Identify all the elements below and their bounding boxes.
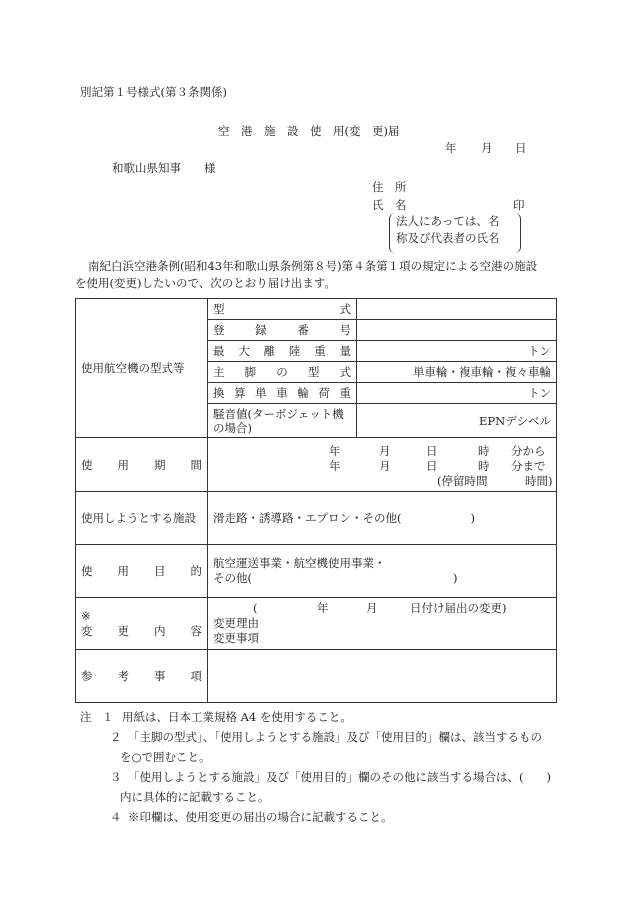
gear-options: 単車輪・複車輪・複々車輪 bbox=[413, 365, 551, 379]
gear-value[interactable] bbox=[357, 362, 557, 383]
period-value[interactable] bbox=[208, 438, 557, 492]
corp-note-line-1: 法人にあっては、名 bbox=[396, 214, 500, 228]
purpose-line-1: 航空運送事業・航空機使用事業・ bbox=[213, 556, 386, 570]
gear-label: 主 脚 の 型 式 bbox=[208, 362, 357, 383]
period-to-year: 年 bbox=[329, 459, 341, 473]
purpose-label: 使 用 目 的 bbox=[76, 545, 208, 598]
period-to-hour: 時 bbox=[478, 459, 490, 473]
period-to-suffix: 分まで bbox=[511, 459, 546, 473]
period-from-day: 日 bbox=[426, 444, 438, 458]
noise-unit: EPNデシベル bbox=[479, 413, 551, 428]
remarks-label: 参 考 事 項 bbox=[76, 650, 208, 703]
note-3-cont: 内に具体的に記載すること。 bbox=[120, 790, 270, 804]
eswl-value[interactable] bbox=[357, 383, 557, 404]
addressee: 和歌山県知事 様 bbox=[112, 161, 216, 175]
mtow-unit: トン bbox=[528, 344, 551, 358]
registration-value[interactable] bbox=[357, 320, 557, 341]
purpose-line-2: その他( bbox=[213, 571, 252, 585]
date-day: 日 bbox=[515, 141, 527, 155]
date-year: 年 bbox=[445, 141, 457, 155]
application-table bbox=[75, 298, 557, 703]
date-month: 月 bbox=[481, 141, 493, 155]
change-rest: 日付け届出の変更) bbox=[410, 601, 507, 615]
intro-line-1: 南紀白浜空港条例(昭和43年和歌山県条例第８号)第４条第１項の規定による空港の施設 bbox=[88, 259, 538, 273]
address-label: 住 所 bbox=[372, 180, 407, 194]
remarks-value[interactable] bbox=[208, 650, 557, 703]
eswl-unit: トン bbox=[528, 386, 551, 400]
change-reason: 変更理由 bbox=[213, 616, 259, 630]
aircraft-section-label: 使用航空機の型式等 bbox=[76, 299, 208, 438]
change-label: ※ 変 更 内 容 bbox=[76, 598, 208, 650]
type-label: 型 式 bbox=[208, 299, 357, 320]
mtow-label: 最 大 離 陸 重 量 bbox=[208, 341, 357, 362]
period-to-day: 日 bbox=[426, 459, 438, 473]
purpose-value[interactable] bbox=[208, 545, 557, 598]
note-4: ※印欄は、使用変更の届出の場合に記載すること。 bbox=[128, 810, 393, 824]
note-1: 用紙は、日本工業規格 A4 を使用すること。 bbox=[122, 710, 352, 724]
change-year: 年 bbox=[317, 601, 329, 615]
seal-mark: 印 bbox=[513, 198, 525, 212]
corp-note-line-2: 称及び代表者の氏名 bbox=[396, 231, 500, 245]
period-label: 使 用 期 間 bbox=[76, 438, 208, 492]
intro-line-2: を使用(変更)したいので、次のとおり届け出ます。 bbox=[75, 276, 336, 290]
notes-head: 注 bbox=[80, 710, 92, 724]
name-label: 氏 名 bbox=[372, 198, 407, 212]
change-items: 変更事項 bbox=[213, 631, 259, 645]
notes: 注 １ 用紙は、日本工業規格 A4 を使用すること。 ２ 「主脚の型式」、「使用しようとする施設」及び「使用目的」欄は、該当するもの を○で囲むこと。 ３ 「使用しようとする施設」及び「使用目的」欄のその他に該当する場合は、( ) 内に具体的に記載すること。 ４ ※印欄は、使用変更の届出の場合に記載すること。 bbox=[80, 707, 560, 827]
stay-open: (停留時間 bbox=[437, 474, 488, 488]
note-2-cont: を○で囲むこと。 bbox=[120, 750, 211, 764]
facility-options: 滑走路・誘導路・エプロン・その他( ) bbox=[213, 511, 475, 525]
period-from-hour: 時 bbox=[478, 444, 490, 458]
eswl-label: 換 算 単 車 輪 荷 重 bbox=[208, 383, 357, 404]
facility-label: 使用しようとする施設 bbox=[76, 492, 208, 545]
change-month: 月 bbox=[366, 601, 378, 615]
form-id: 別記第１号様式(第３条関係) bbox=[80, 85, 227, 99]
noise-value[interactable] bbox=[357, 404, 557, 438]
note-3: 「使用しようとする施設」及び「使用目的」欄のその他に該当する場合は、( ) bbox=[128, 770, 551, 784]
stay-close: 時間) bbox=[525, 474, 553, 488]
change-mark: ※ bbox=[81, 608, 91, 623]
facility-value[interactable] bbox=[208, 492, 557, 545]
mtow-value[interactable] bbox=[357, 341, 557, 362]
registration-label: 登 録 番 号 bbox=[208, 320, 357, 341]
period-from-month: 月 bbox=[379, 444, 391, 458]
note-2: 「主脚の型式」、「使用しようとする施設」及び「使用目的」欄は、該当するもの bbox=[128, 730, 542, 744]
change-value[interactable] bbox=[208, 598, 557, 650]
noise-label: 騒音値(ターボジェット機 の場合) bbox=[208, 404, 357, 438]
period-from-year: 年 bbox=[329, 444, 341, 458]
corporation-note bbox=[389, 213, 521, 253]
purpose-close: ) bbox=[453, 571, 458, 585]
period-from-suffix: 分から bbox=[511, 444, 546, 458]
type-value[interactable] bbox=[357, 299, 557, 320]
change-open: ( bbox=[253, 601, 258, 615]
period-to-month: 月 bbox=[379, 459, 391, 473]
page-title: 空 港 施 設 使 用(変 更)届 bbox=[218, 124, 400, 138]
